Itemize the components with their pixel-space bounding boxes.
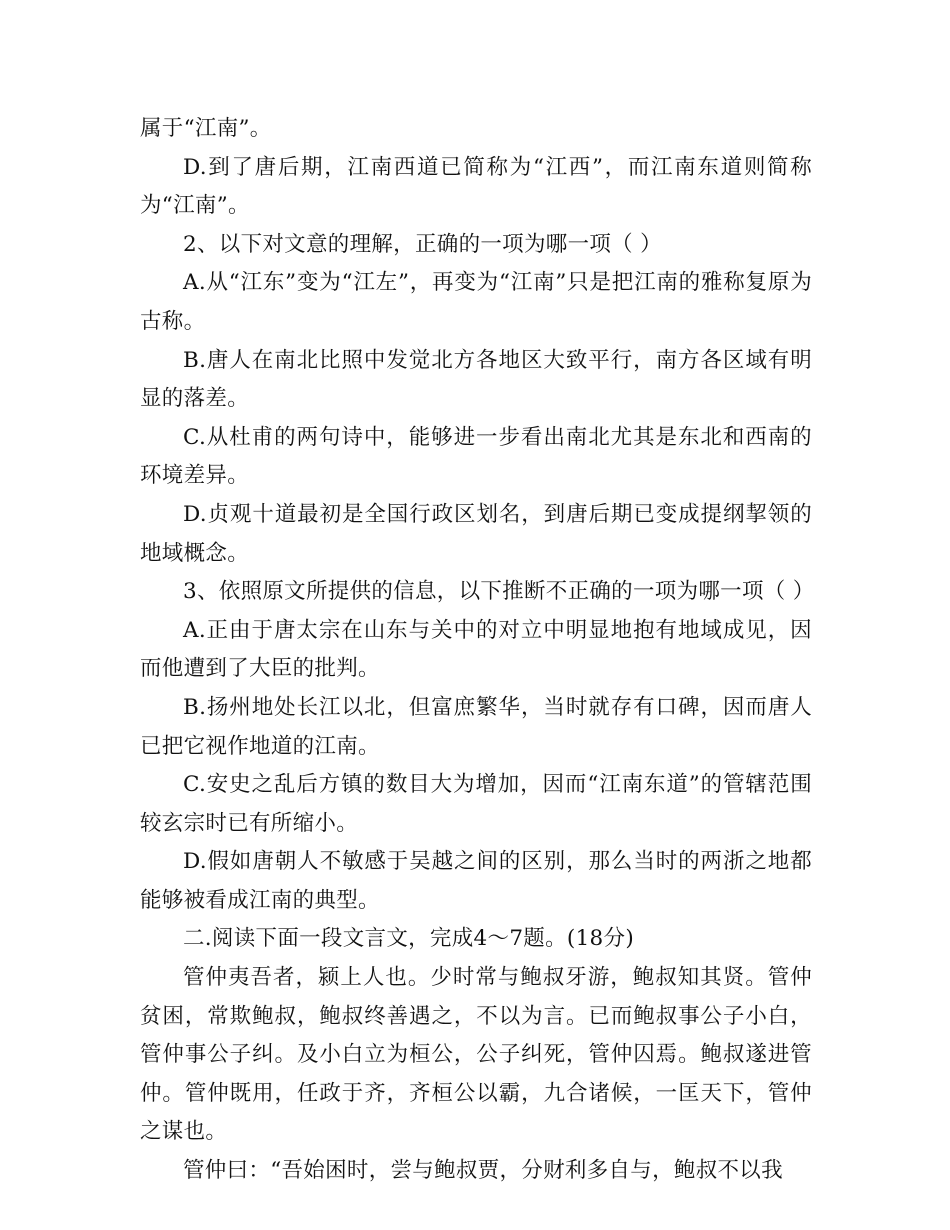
option-c-q2: C.从杜甫的两句诗中，能够进一步看出南北尤其是东北和西南的环境差异。 <box>140 424 812 489</box>
option-d-q3: D.假如唐朝人不敏感于吴越之间的区别，那么当时的两浙之地都能够被看成江南的典型。 <box>140 849 812 913</box>
document-body <box>140 110 815 1191</box>
question-2: 2、以下对文意的理解，正确的一项为哪一项（ ） <box>183 231 662 257</box>
classical-passage-1: 管仲夷吾者，颍上人也。少时常与鲍叔牙游，鲍叔知其贤。管仲贫困，常欺鲍叔，鲍叔终善遇之，不以为言。已而鲍叔事公子小白，管仲事公子纠。及小白立为桓公，公子纠死，管仲囚焉。鲍叔遂进管仲。管仲既用，任政于齐，齐桓公以霸，九合诸候，一匡天下，管仲之谋也。 <box>140 965 812 1145</box>
option-a-q3: A.正由于唐太宗在山东与关中的对立中明显地抱有地域成见，因而他遭到了大臣的批判。 <box>140 617 812 682</box>
option-a-q2: A.从“江东”变为“江左”，再变为“江南”只是把江南的雅称复原为古称。 <box>140 270 812 334</box>
option-d-q1: D.到了唐后期，江南西道已简称为“江西”，而江南东道则简称为“江南”。 <box>140 154 812 219</box>
classical-passage-2: 管仲曰：“吾始困时，尝与鲍叔贾，分财利多自与，鲍叔不以我 <box>183 1158 783 1184</box>
question-3: 3、依照原文所提供的信息，以下推断不正确的一项为哪一项（ ） <box>183 579 815 605</box>
option-b-q3: B.扬州地处长江以北，但富庶繁华，当时就存有口碑，因而唐人已把它视作地道的江南。 <box>140 694 812 759</box>
option-d-q2: D.贞观十道最初是全国行政区划名，到唐后期已变成提纲挈领的地域概念。 <box>140 501 812 566</box>
section-2-heading: 二.阅读下面一段文言文，完成4～7题。(18分) <box>183 926 635 952</box>
option-b-q2: B.唐人在南北比照中发觉北方各地区大致平行，南方各区域有明显的落差。 <box>140 347 812 412</box>
paragraph-continuation: 属于“江南”。 <box>140 116 272 141</box>
option-c-q3: C.安史之乱后方镇的数目大为增加，因而“江南东道”的管辖范围较玄宗时已有所缩小。 <box>140 772 812 836</box>
